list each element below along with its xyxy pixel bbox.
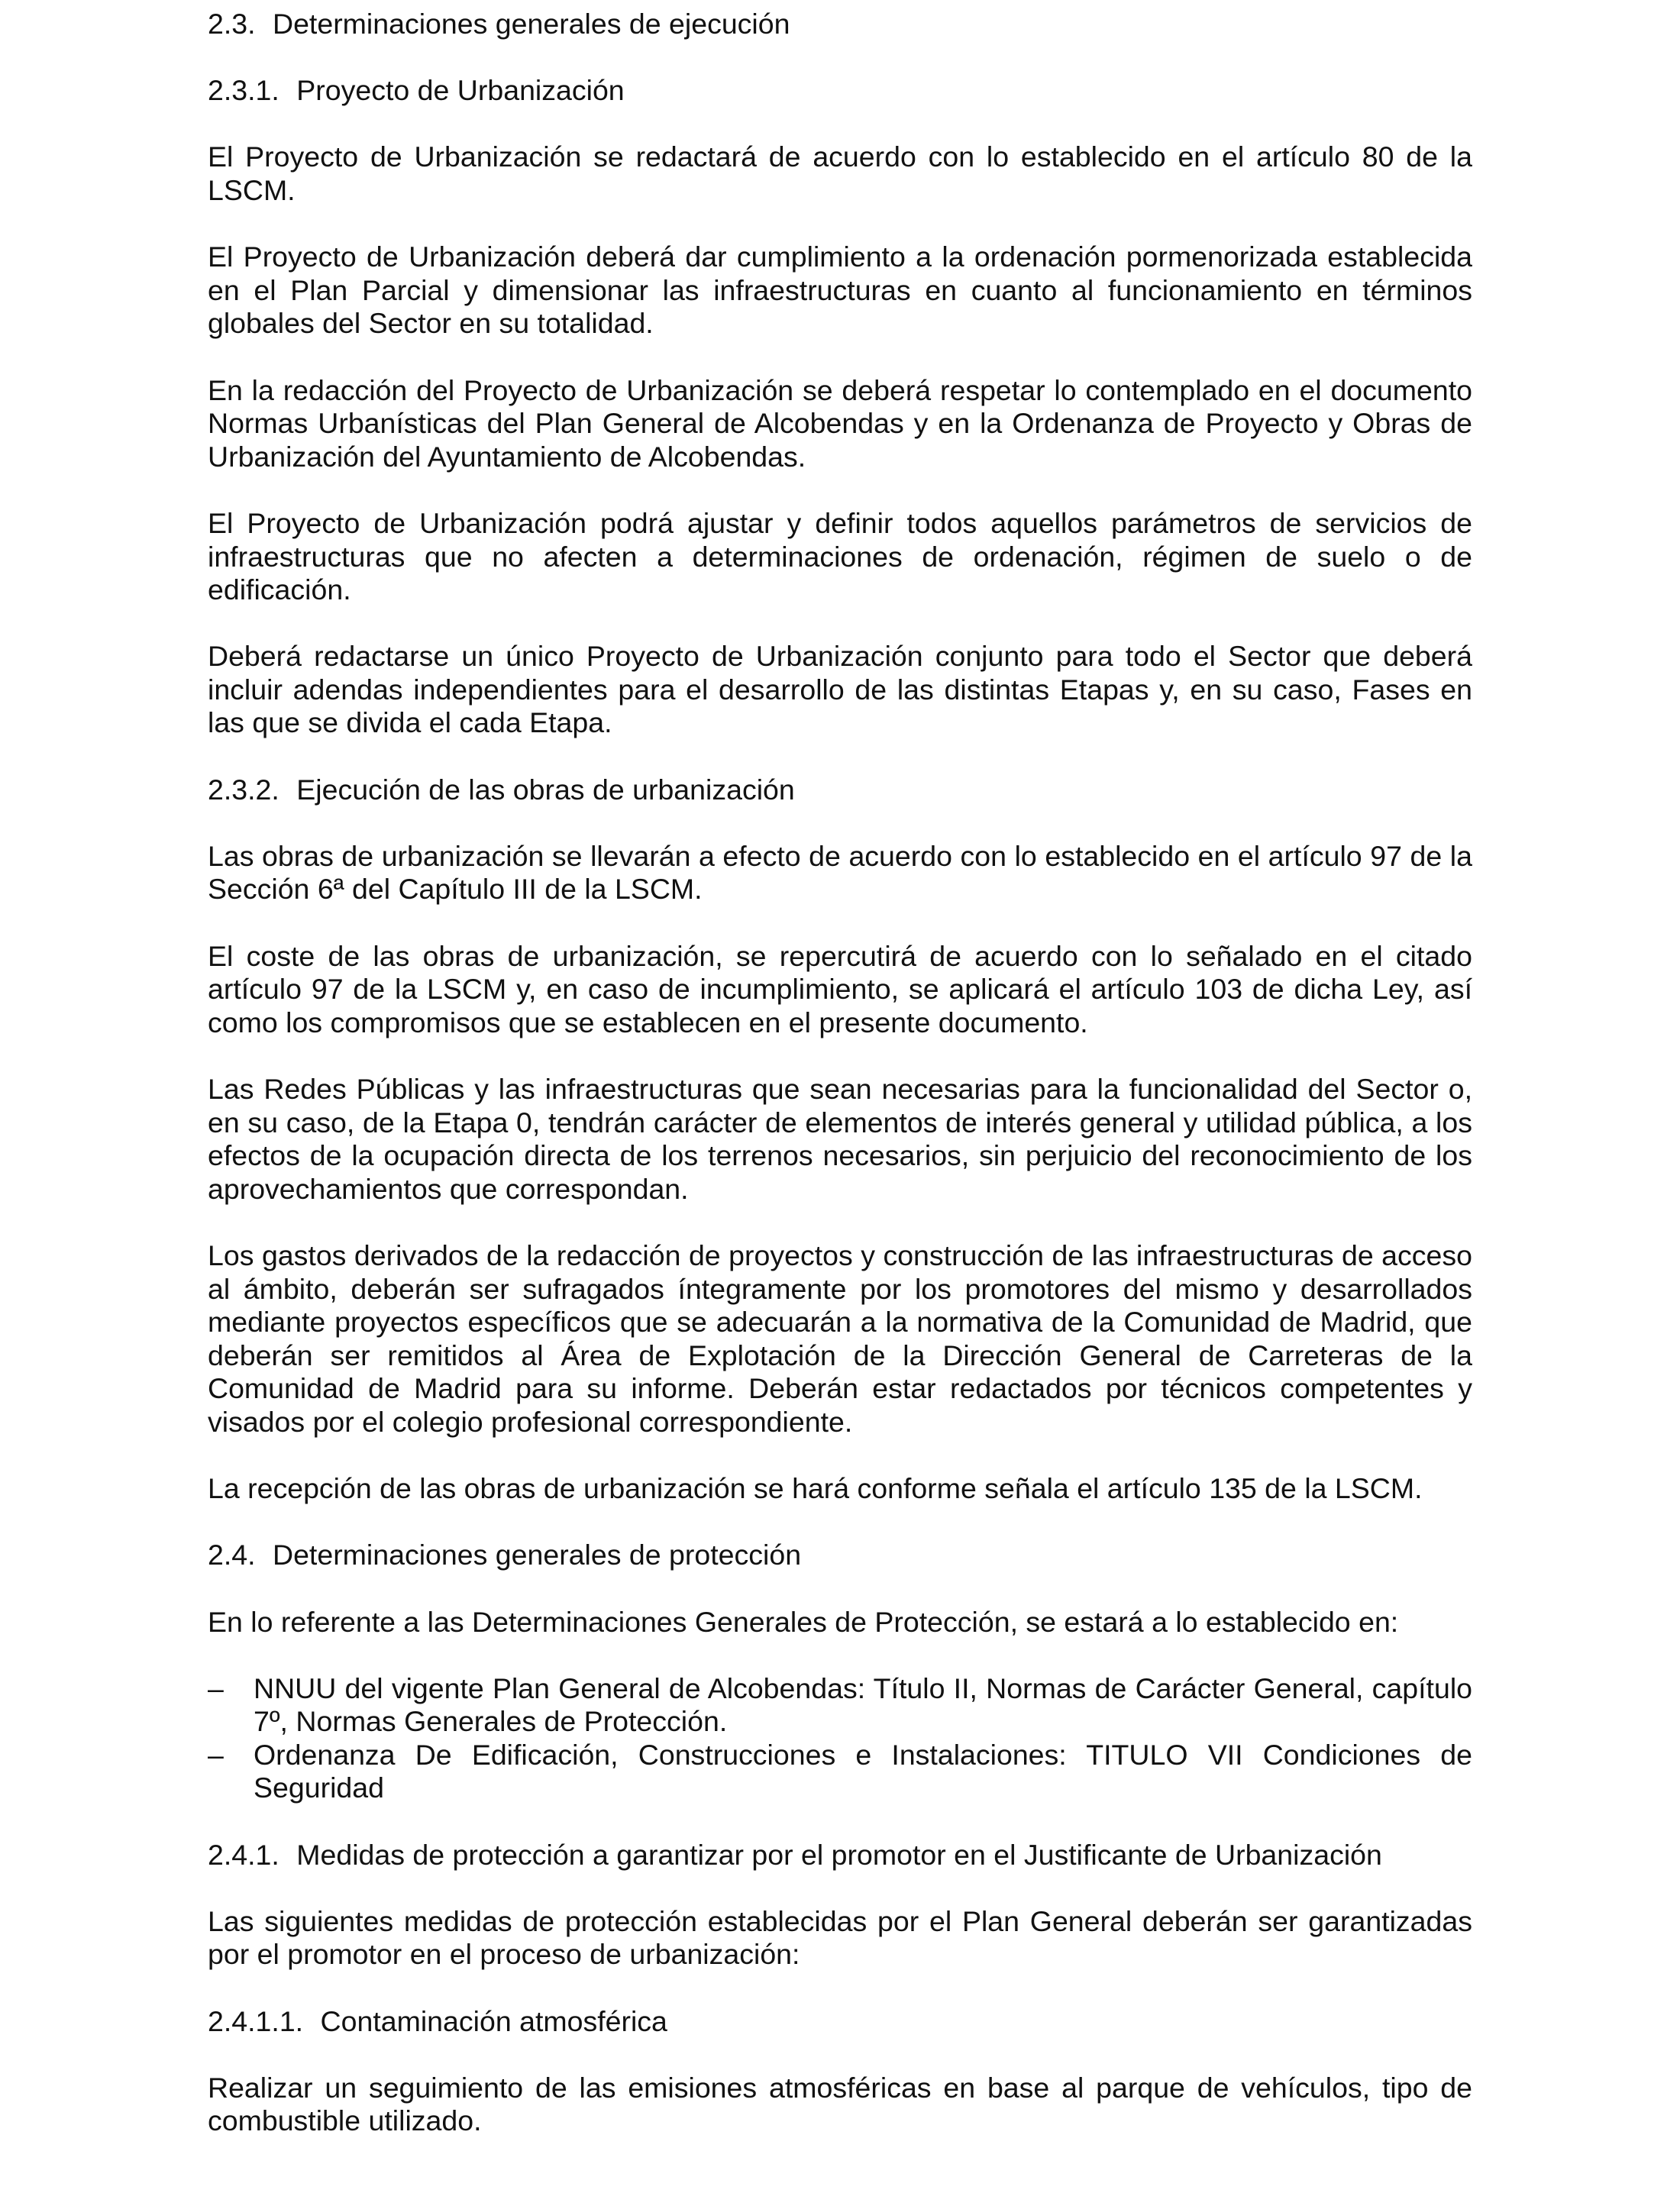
paragraph: En la redacción del Proyecto de Urbanización se deberá respetar lo contemplado en el documento Normas Urbanísticas del Plan General de Alcobendas y en la Ordenanza de Proyecto y Obras de Urbanización del Ayuntamiento de Alcobendas. bbox=[208, 373, 1472, 473]
section-heading-2-3-1 bbox=[208, 74, 1472, 108]
list-item bbox=[208, 1739, 1472, 1805]
paragraph: Las obras de urbanización se llevarán a efecto de acuerdo con lo establecido en el artículo 97 de la Sección 6ª del Capítulo III de la LSCM. bbox=[208, 839, 1472, 906]
document-page bbox=[208, 8, 1472, 2172]
paragraph: El Proyecto de Urbanización deberá dar cumplimiento a la ordenación pormenorizada establecida en el Plan Parcial y dimensionar las infraestructuras en cuanto al funcionamiento en términos globales del Sector en su totalidad. bbox=[208, 241, 1472, 340]
list-item-text: Ordenanza De Edificación, Construcciones e Instalaciones: TITULO VII Condiciones de Seguridad bbox=[254, 1738, 1472, 1804]
list-item-text: NNUU del vigente Plan General de Alcobendas: Título II, Normas de Carácter General, capítulo 7º, Normas Generales de Protección. bbox=[254, 1671, 1472, 1738]
section-number: 2.3.2. bbox=[208, 773, 279, 806]
dash-marker: – bbox=[208, 1671, 224, 1704]
paragraph: El coste de las obras de urbanización, se repercutirá de acuerdo con lo señalado en el citado artículo 97 de la LSCM y, en caso de incumplimiento, se aplicará el artículo 103 de dicha Ley, así como los compromisos que se establecen en el presente documento. bbox=[208, 939, 1472, 1038]
paragraph: Realizar un seguimiento de las emisiones atmosféricas en base al parque de vehículos, tipo de combustible utilizado. bbox=[208, 2071, 1472, 2137]
section-title: Determinaciones generales de ejecución bbox=[272, 8, 790, 40]
list-item bbox=[208, 1672, 1472, 1739]
section-title: Medidas de protección a garantizar por el promotor en el Justificante de Urbanización bbox=[296, 1838, 1382, 1871]
section-heading-2-3 bbox=[208, 8, 1472, 41]
paragraph: Deberá redactarse un único Proyecto de Urbanización conjunto para todo el Sector que deberá incluir adendas independientes para el desarrollo de las distintas Etapas y, en su caso, Fases en las que se divida el cada Etapa. bbox=[208, 640, 1472, 739]
section-title: Proyecto de Urbanización bbox=[296, 74, 625, 107]
section-heading-2-4-1 bbox=[208, 1839, 1472, 1872]
section-number: 2.3.1. bbox=[208, 74, 279, 107]
section-number: 2.4.1. bbox=[208, 1838, 279, 1871]
section-heading-2-3-2 bbox=[208, 774, 1472, 807]
paragraph: El Proyecto de Urbanización se redactará de acuerdo con lo establecido en el artículo 80 de la LSCM. bbox=[208, 140, 1472, 206]
paragraph: Las siguientes medidas de protección establecidas por el Plan General deberán ser garantizadas por el promotor en el proceso de urbanización: bbox=[208, 1904, 1472, 1971]
section-heading-2-4 bbox=[208, 1539, 1472, 1572]
section-title: Determinaciones generales de protección bbox=[272, 1539, 802, 1571]
section-number: 2.3. bbox=[208, 8, 256, 40]
section-title: Ejecución de las obras de urbanización bbox=[296, 773, 795, 806]
paragraph: Las Redes Públicas y las infraestructuras que sean necesarias para la funcionalidad del Sector o, en su caso, de la Etapa 0, tendrán carácter de elementos de interés general y utilidad pública, a los efectos de la ocupación directa de los terrenos necesarios, sin perjuicio del reconocimiento de los aprovechamientos que correspondan. bbox=[208, 1073, 1472, 1205]
dash-list bbox=[208, 1672, 1472, 1805]
dash-marker: – bbox=[208, 1738, 224, 1771]
paragraph: Los gastos derivados de la redacción de proyectos y construcción de las infraestructuras de acceso al ámbito, deberán ser sufragados íntegramente por los promotores del mismo y desarrollados mediante proyectos específicos que se adecuarán a la normativa de la Comunidad de Madrid, que deberán ser remitidos al Área de Explotación de la Dirección General de Carreteras de la Comunidad de Madrid para su informe. Deberán estar redactados por técnicos competentes y visados por el colegio profesional correspondiente. bbox=[208, 1239, 1472, 1438]
paragraph: En lo referente a las Determinaciones Generales de Protección, se estará a lo establecido en: bbox=[208, 1605, 1399, 1638]
section-number: 2.4. bbox=[208, 1539, 256, 1571]
section-heading-2-4-1-1 bbox=[208, 2005, 1472, 2039]
paragraph: La recepción de las obras de urbanización se hará conforme señala el artículo 135 de la LSCM. bbox=[208, 1472, 1423, 1505]
paragraph: El Proyecto de Urbanización podrá ajustar y definir todos aquellos parámetros de servicios de infraestructuras que no afecten a determinaciones de ordenación, régimen de suelo o de edificación. bbox=[208, 506, 1472, 606]
section-title: Contaminación atmosférica bbox=[320, 2004, 667, 2037]
section-number: 2.4.1.1. bbox=[208, 2004, 304, 2037]
